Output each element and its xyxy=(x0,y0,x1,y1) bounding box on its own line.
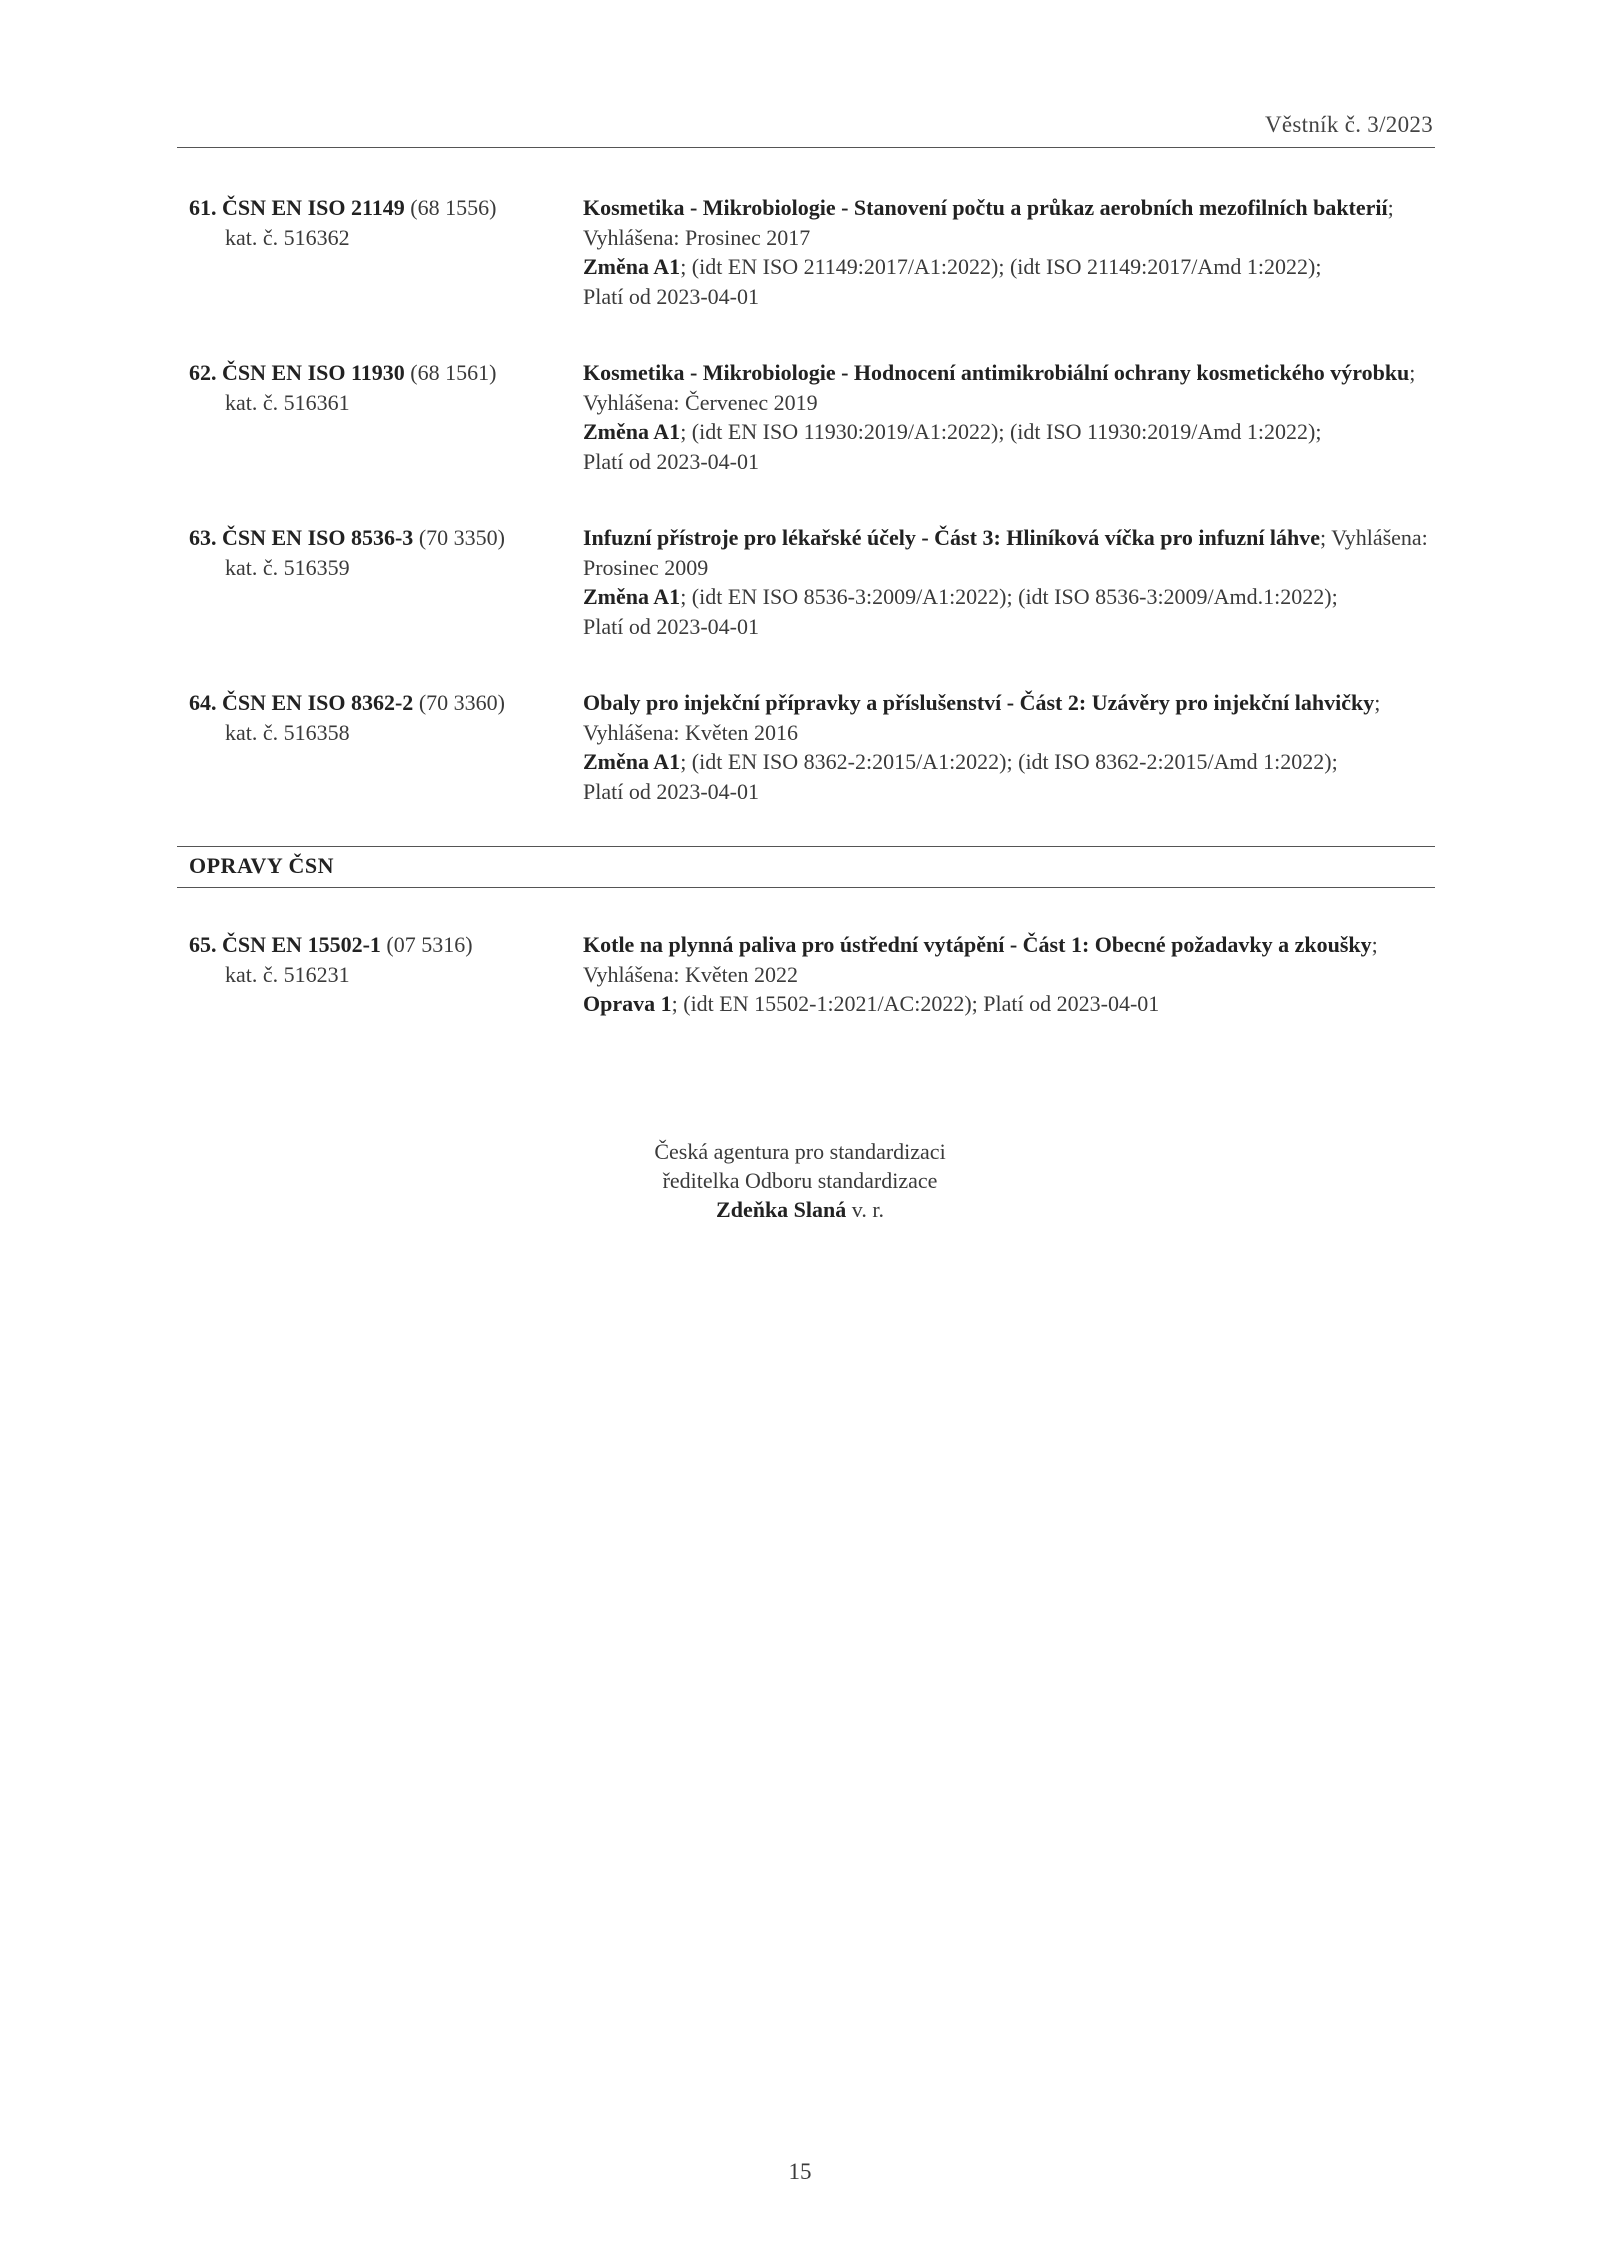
catalog-number: kat. č. 516231 xyxy=(225,961,350,987)
catalog-number: kat. č. 516361 xyxy=(225,389,350,415)
standard-description xyxy=(583,358,1443,476)
standard-code: ČSN EN 15502-1 xyxy=(222,932,381,957)
valid-from: Platí od 2023-04-01 xyxy=(583,448,759,474)
standard-description xyxy=(583,688,1443,806)
standard-title: Kosmetika - Mikrobiologie - Stanovení počtu a průkaz aerobních mezofilních bakterií xyxy=(583,195,1388,220)
standard-identifier xyxy=(189,523,569,582)
page-number: 15 xyxy=(788,2159,812,2184)
change-details: ; (idt EN ISO 8362-2:2015/A1:2022); (idt ISO 8362-2:2015/Amd 1:2022); xyxy=(680,749,1338,774)
classification-number: (07 5316) xyxy=(386,932,473,957)
standard-title: Obaly pro injekční přípravky a příslušenství - Část 2: Uzávěry pro injekční lahvičky xyxy=(583,690,1375,715)
standard-code: ČSN EN ISO 8362-2 xyxy=(222,690,414,715)
standard-description xyxy=(583,193,1443,311)
standard-code: ČSN EN ISO 11930 xyxy=(222,360,405,385)
correction-details: ; (idt EN 15502-1:2021/AC:2022); Platí od 2023-04-01 xyxy=(671,991,1160,1016)
standard-identifier xyxy=(189,193,569,252)
classification-number: (68 1561) xyxy=(410,360,497,385)
entry-number: 61. xyxy=(189,195,217,220)
change-label: Změna A1 xyxy=(583,419,681,444)
catalog-number: kat. č. 516359 xyxy=(225,554,350,580)
correction-label: Oprava 1 xyxy=(583,991,672,1016)
valid-from: Platí od 2023-04-01 xyxy=(583,778,759,804)
announced-date: ; Vyhlášena: Květen 2016 xyxy=(583,690,1381,745)
change-details: ; (idt EN ISO 11930:2019/A1:2022); (idt ISO 11930:2019/Amd 1:2022); xyxy=(680,419,1322,444)
signature-organization: Česká agentura pro standardizaci xyxy=(654,1139,946,1164)
announced-date: ; Vyhlášena: Květen 2022 xyxy=(583,932,1378,987)
standard-code: ČSN EN ISO 21149 xyxy=(222,195,405,220)
classification-number: (70 3360) xyxy=(418,690,505,715)
page-header xyxy=(177,112,1435,148)
entry-number: 64. xyxy=(189,690,217,715)
catalog-number: kat. č. 516358 xyxy=(225,719,350,745)
section-header xyxy=(177,846,1435,888)
section-title: OPRAVY ČSN xyxy=(189,853,334,878)
signature-suffix: v. r. xyxy=(846,1197,884,1222)
valid-from: Platí od 2023-04-01 xyxy=(583,283,759,309)
standard-identifier xyxy=(189,688,569,747)
standard-title: Infuzní přístroje pro lékařské účely - Část 3: Hliníková víčka pro infuzní láhve xyxy=(583,525,1321,550)
announced-date: ; Vyhlášena: Prosinec 2009 xyxy=(583,525,1428,580)
standard-description xyxy=(583,930,1443,1019)
catalog-number: kat. č. 516362 xyxy=(225,224,350,250)
standard-title: Kotle na plynná paliva pro ústřední vytápění - Část 1: Obecné požadavky a zkoušky xyxy=(583,932,1372,957)
change-details: ; (idt EN ISO 8536-3:2009/A1:2022); (idt ISO 8536-3:2009/Amd.1:2022); xyxy=(680,584,1338,609)
journal-title: Věstník č. 3/2023 xyxy=(1265,112,1433,137)
classification-number: (68 1556) xyxy=(410,195,497,220)
signature-block xyxy=(0,1137,1600,1224)
standard-code: ČSN EN ISO 8536-3 xyxy=(222,525,414,550)
signatory-name: Zdeňka Slaná xyxy=(716,1197,847,1222)
entry-number: 62. xyxy=(189,360,217,385)
classification-number: (70 3350) xyxy=(418,525,505,550)
standard-identifier xyxy=(189,930,569,989)
entry-number: 63. xyxy=(189,525,217,550)
change-label: Změna A1 xyxy=(583,749,681,774)
announced-date: ; Vyhlášena: Prosinec 2017 xyxy=(583,195,1394,250)
announced-date: ; Vyhlášena: Červenec 2019 xyxy=(583,360,1416,415)
standard-title: Kosmetika - Mikrobiologie - Hodnocení antimikrobiální ochrany kosmetického výrobku xyxy=(583,360,1410,385)
standard-identifier xyxy=(189,358,569,417)
change-details: ; (idt EN ISO 21149:2017/A1:2022); (idt ISO 21149:2017/Amd 1:2022); xyxy=(680,254,1322,279)
standard-description xyxy=(583,523,1443,641)
change-label: Změna A1 xyxy=(583,254,681,279)
entry-number: 65. xyxy=(189,932,217,957)
change-label: Změna A1 xyxy=(583,584,681,609)
signature-name-line xyxy=(0,1195,1600,1224)
valid-from: Platí od 2023-04-01 xyxy=(583,613,759,639)
signature-role: ředitelka Odboru standardizace xyxy=(662,1168,938,1193)
